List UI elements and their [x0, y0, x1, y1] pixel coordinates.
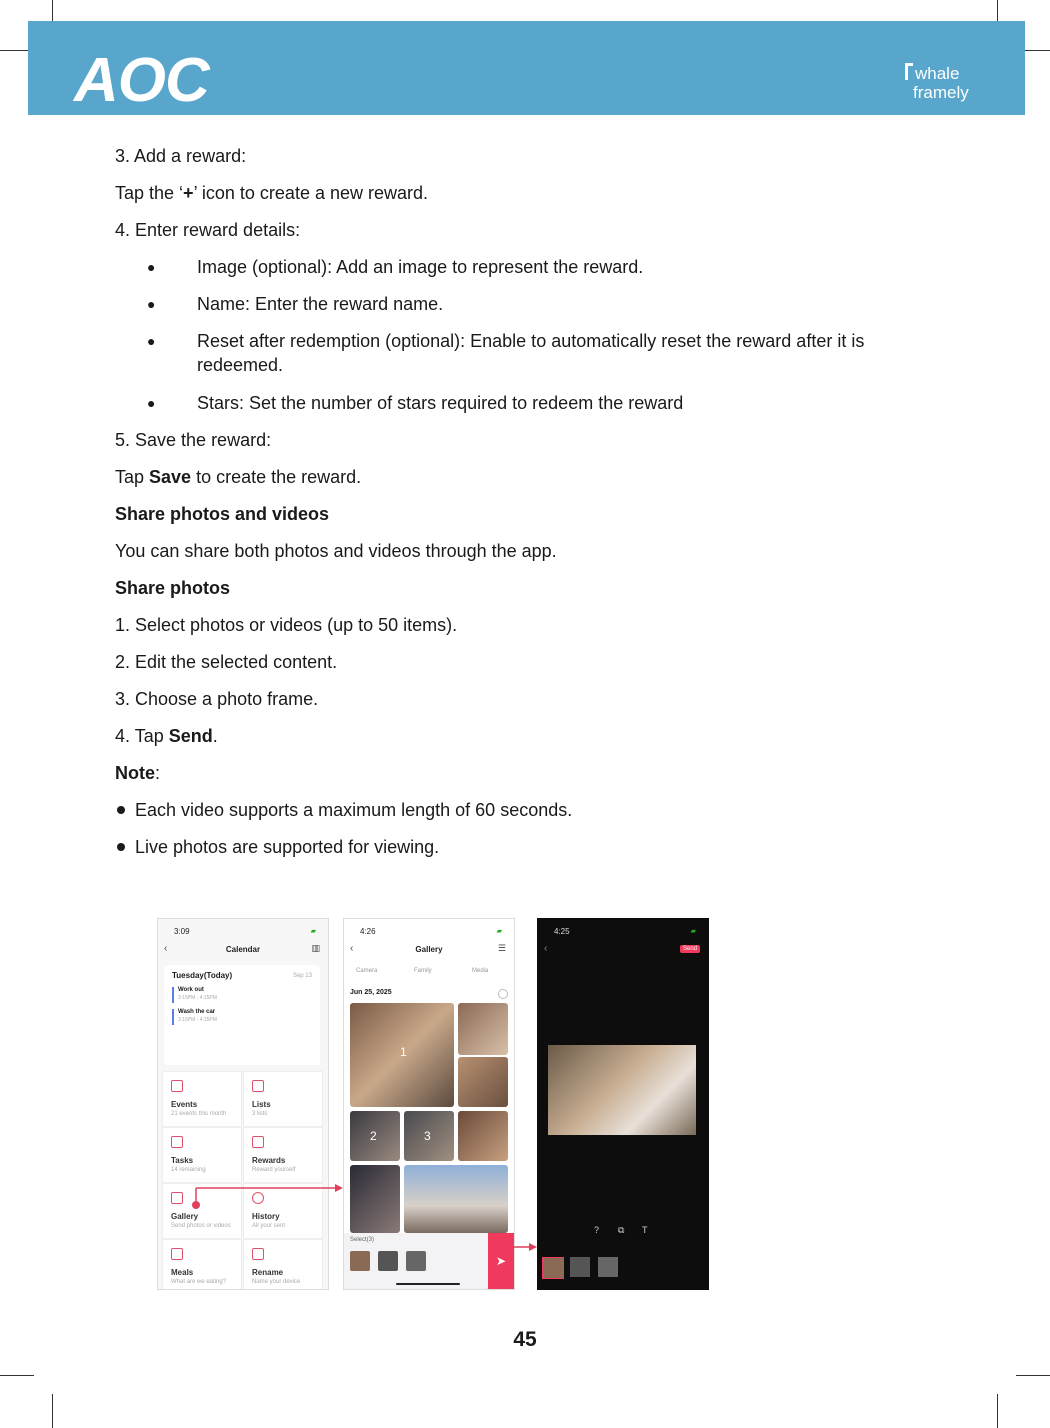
tile-rename[interactable]: Rename Name your device [243, 1239, 323, 1290]
tile-meals[interactable]: Meals What are we eating? [162, 1239, 242, 1290]
share-step-4: 4. Tap Send. [115, 726, 218, 746]
step-3-text: Tap the ‘+’ icon to create a new reward. [115, 183, 429, 203]
bullet-icon: ● [147, 259, 156, 275]
calendar-card[interactable]: Tuesday(Today) Sep 13 Work out 3:15PM - 4:15PM Wash the car 3:15PM - 4:15PM [164, 965, 320, 1065]
back-icon[interactable]: ‹ [350, 943, 354, 954]
tile-history[interactable]: History All your sent [243, 1183, 323, 1239]
list-item: ● Image (optional): Add an image to represent the reward. [147, 257, 644, 277]
step-5-text: Tap Save to create the reward. [115, 467, 362, 487]
tile-rewards[interactable]: Rewards Reward yourself [243, 1127, 323, 1183]
tile-lists[interactable]: Lists 3 lists [243, 1071, 323, 1127]
tile-gallery[interactable]: Gallery Send photos or videos [162, 1183, 242, 1239]
trash-icon[interactable]: ▥ [311, 943, 320, 953]
photo-thumbnail[interactable]: 2 [350, 1111, 400, 1161]
send-arrow-button[interactable]: ➤ [488, 1233, 514, 1289]
gallery-screen: 4:26 ▰ ‹ Gallery ☰ Camera Family Media Jun 25, 2025 1 2 3 Select(3) ➤ [343, 918, 515, 1290]
battery-icon: ▰ [690, 928, 696, 935]
filter-family[interactable]: Family [414, 968, 432, 974]
note-heading: Note: [115, 763, 161, 783]
menu-icon[interactable]: ☰ [497, 943, 506, 953]
step-5-heading: 5. Save the reward: [115, 430, 272, 450]
selection-tray: Select(3) ➤ [344, 1233, 514, 1289]
filter-media[interactable]: Media [472, 968, 489, 974]
step-3-heading: 3. Add a reward: [115, 146, 247, 166]
step-4-heading: 4. Enter reward details: [115, 220, 301, 240]
section-heading: Share photos and videos [115, 504, 330, 524]
subsection-heading: Share photos [115, 578, 231, 598]
share-step-3: 3. Choose a photo frame. [115, 689, 319, 709]
share-step-1: 1. Select photos or videos (up to 50 items). [115, 615, 458, 635]
calendar-screen: 3:09 ▰ ‹ Calendar ▥ Tuesday(Today) Sep 13 Work out 3:15PM - 4:15PM Wash the car 3:15PM - 4:15PM Events 21 events this month Lists 3 lists Tasks 14 remaining Rewards Reward yourself Gallery Send photos or videos History All your sent Meals What are we eating? Rename Name your device [157, 918, 329, 1290]
list-item: ● Reset after redemption (optional): Enable to automatically reset the reward after it is redeemed. [147, 331, 865, 375]
page-number: 45 [513, 1328, 537, 1351]
send-screen: 4:25 ▰ ‹ Send ? ⧉ T [537, 918, 709, 1290]
tile-tasks[interactable]: Tasks 14 remaining [162, 1127, 242, 1183]
battery-icon: ▰ [496, 928, 502, 935]
filter-camera[interactable]: Camera [356, 968, 378, 974]
back-icon[interactable]: ‹ [164, 943, 168, 954]
photo-thumbnail[interactable]: 1 [350, 1003, 454, 1107]
note-item: Live photos are supported for viewing. [115, 835, 439, 859]
list-item: ● Stars: Set the number of stars required to redeem the reward [147, 393, 684, 413]
bullet-icon: ● [147, 395, 156, 411]
aoc-logo: AOC [74, 46, 209, 115]
back-icon[interactable]: ‹ [544, 943, 548, 954]
note-item: Each video supports a maximum length of 60 seconds. [115, 798, 572, 822]
help-icon[interactable]: ? [594, 1225, 600, 1235]
bullet-icon: ● [147, 296, 156, 312]
crop-icon[interactable]: ⧉ [618, 1225, 625, 1235]
whale-framely-logo: whale framely [905, 63, 969, 102]
section-intro: You can share both photos and videos through the app. [115, 541, 557, 561]
bullet-icon: ● [147, 333, 156, 349]
photo-thumbnail[interactable]: 3 [404, 1111, 454, 1161]
text-icon[interactable]: T [642, 1225, 648, 1235]
battery-icon: ▰ [310, 928, 316, 935]
list-item: ● Name: Enter the reward name. [147, 294, 444, 314]
share-step-2: 2. Edit the selected content. [115, 652, 338, 672]
tile-events[interactable]: Events 21 events this month [162, 1071, 242, 1127]
send-button[interactable]: Send [680, 945, 700, 953]
